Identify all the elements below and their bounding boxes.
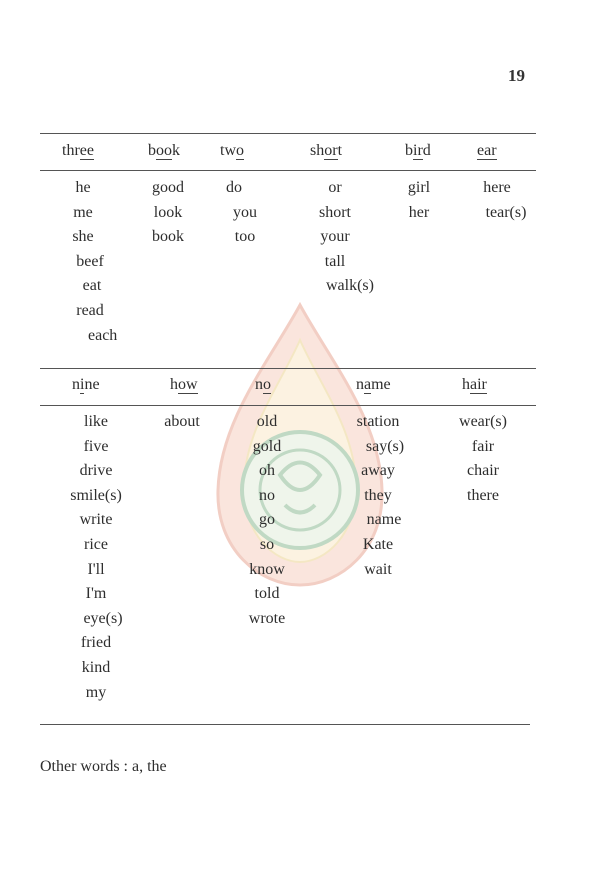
list-item: she — [72, 228, 94, 246]
list-item: I'll — [87, 560, 105, 578]
list-item: eat — [82, 277, 102, 295]
list-item: or — [328, 179, 342, 196]
other-words-note: Other words : a, the — [40, 758, 167, 775]
list-item: look — [153, 203, 183, 221]
table1-top-rule — [40, 133, 536, 134]
list-item: read — [76, 301, 104, 319]
table2-header-rule — [40, 405, 536, 406]
table1-column-ear — [470, 176, 530, 225]
list-item: rice — [84, 535, 108, 553]
list-item: name — [366, 511, 402, 529]
table2-header-nine: nine — [72, 376, 100, 393]
list-item: walk(s) — [326, 277, 374, 295]
list-item: tall — [324, 252, 346, 270]
page-number: 19 — [508, 66, 525, 85]
list-item: fair — [471, 437, 495, 455]
list-item: her — [408, 203, 430, 221]
list-item: like — [84, 413, 108, 430]
list-item: five — [83, 437, 109, 455]
list-item: told — [254, 585, 280, 603]
list-item: here — [483, 179, 511, 196]
list-item: eye(s) — [83, 609, 123, 627]
table1-column-two — [226, 176, 264, 250]
table2-header-how: how — [170, 376, 198, 393]
table1-header-book: book — [148, 142, 180, 159]
list-item: your — [320, 228, 350, 246]
table2-header-name: name — [356, 376, 391, 393]
list-item: do — [226, 179, 242, 196]
list-item: girl — [407, 179, 431, 196]
table2-column-no — [240, 410, 294, 631]
table1-column-bird — [402, 176, 436, 225]
list-item: say(s) — [365, 437, 405, 455]
table1-header-short: short — [310, 142, 343, 159]
list-item: me — [73, 203, 93, 221]
list-item: about — [164, 413, 200, 430]
list-item: wrote — [248, 609, 286, 627]
list-item: short — [319, 203, 351, 221]
list-item: book — [152, 228, 184, 246]
table1-column-short — [308, 176, 374, 299]
list-item: station — [356, 413, 400, 430]
table2-header-no: no — [255, 376, 271, 393]
table1-column-book — [144, 176, 192, 250]
list-item: away — [361, 462, 395, 480]
table1-header-two: two — [220, 142, 244, 159]
list-item: go — [259, 511, 275, 529]
list-item: too — [234, 228, 256, 246]
list-item: wear(s) — [459, 413, 507, 430]
table2-bottom-rule — [40, 724, 530, 725]
list-item: my — [85, 683, 107, 701]
list-item: oh — [259, 462, 275, 480]
list-item: tear(s) — [485, 203, 527, 221]
list-item: so — [259, 535, 275, 553]
table2-column-how — [158, 410, 206, 435]
list-item: beef — [76, 252, 104, 270]
list-item: chair — [467, 462, 499, 480]
list-item: kind — [81, 658, 111, 676]
table2-column-hair — [448, 410, 518, 508]
table2-top-rule — [40, 368, 536, 369]
table1-column-three — [58, 176, 118, 348]
table1-header-three: three — [62, 142, 94, 159]
list-item: old — [256, 413, 278, 430]
list-item: good — [152, 179, 184, 196]
list-item: fried — [80, 634, 112, 652]
table2-header-hair: hair — [462, 376, 487, 393]
list-item: drive — [79, 462, 113, 480]
table2-column-name — [336, 410, 420, 582]
table1-header-bird: bird — [405, 142, 431, 159]
list-item: know — [249, 560, 285, 578]
list-item: Kate — [362, 535, 394, 553]
list-item: smile(s) — [70, 486, 122, 504]
list-item: they — [364, 486, 392, 504]
list-item: no — [259, 486, 275, 504]
table1-header-ear: ear — [477, 142, 497, 159]
list-item: you — [233, 203, 257, 221]
table1-header-rule — [40, 170, 536, 171]
table2-column-nine — [58, 410, 134, 705]
list-item: gold — [252, 437, 282, 455]
list-item: wait — [364, 560, 392, 578]
list-item: write — [79, 511, 113, 529]
list-item: each — [88, 326, 118, 344]
list-item: there — [467, 486, 499, 504]
list-item: I'm — [85, 585, 107, 603]
list-item: he — [75, 179, 91, 196]
